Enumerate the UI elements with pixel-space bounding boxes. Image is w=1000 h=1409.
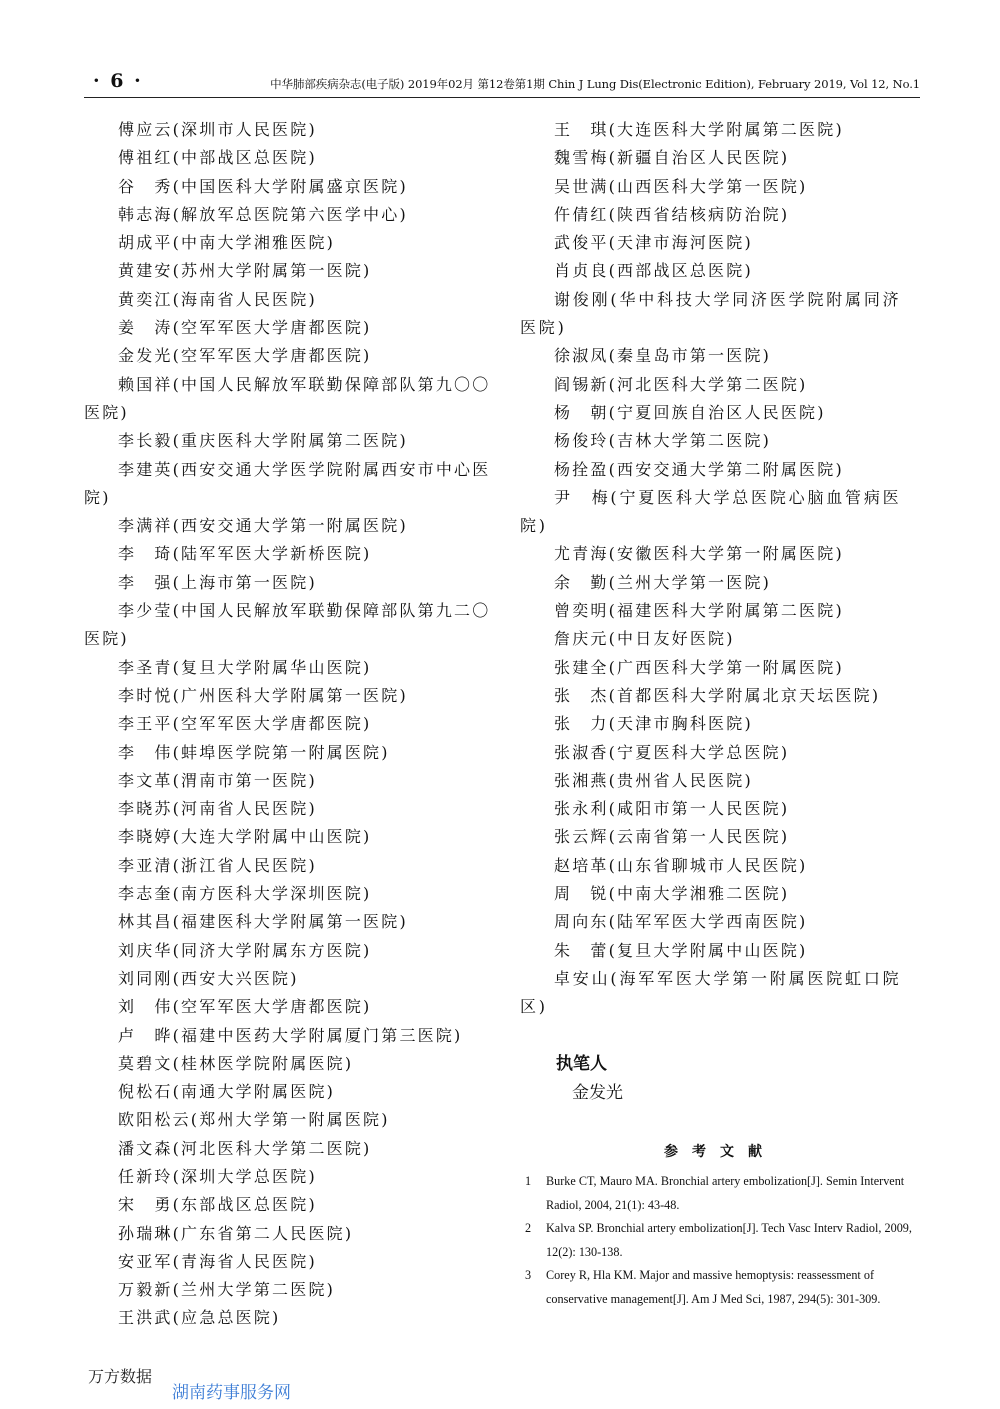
list-item: 李建英(西安交通大学医学院附属西安市中心医院) <box>84 459 491 507</box>
reference-text: Corey R, Hla KM. Major and massive hemoptysis: reassessment of conservative management[J]. Am J Med Sci, 1987, 294(5): 301-309. <box>546 1268 881 1306</box>
list-item: 杨俊玲(吉林大学第二医院) <box>554 431 772 451</box>
list-item: 阎锡新(河北医科大学第二医院) <box>554 374 808 394</box>
list-item: 任新玲(深圳大学总医院) <box>118 1166 317 1186</box>
list-item: 胡成平(中南大学湘雅医院) <box>118 233 336 253</box>
list-item: 孙瑞琳(广东省第二人民医院) <box>118 1223 354 1243</box>
list-item: 李少莹(中国人民解放军联勤保障部队第九二〇医院) <box>84 601 491 649</box>
list-item: 韩志海(解放军总医院第六医学中心) <box>118 204 408 224</box>
references-title: 参考文献 <box>664 1144 776 1160</box>
author-heading: 执笔人 <box>556 1054 607 1074</box>
list-item: 周向东(陆军军医大学西南医院) <box>554 912 808 932</box>
list-item: 周 锐(中南大学湘雅二医院) <box>554 884 790 904</box>
list-item: 傅祖红(中部战区总医院) <box>118 148 317 168</box>
list-item: 姜 涛(空军军医大学唐都医院) <box>118 318 372 338</box>
list-item: 詹庆元(中日友好医院) <box>554 629 735 649</box>
list-item: 李时悦(广州医科大学附属第一医院) <box>118 685 408 705</box>
list-item: 卢 晔(福建中医药大学附属厦门第三医院) <box>118 1025 463 1045</box>
reference-text: Burke CT, Mauro MA. Bronchial artery embolization[J]. Semin Intervent Radiol, 2004, 21(1): 43-48. <box>546 1174 905 1212</box>
list-item: 张 力(天津市胸科医院) <box>554 714 753 734</box>
list-item: 王 琪(大连医科大学附属第二医院) <box>554 120 844 139</box>
reference-number: 2 <box>525 1221 532 1235</box>
list-item: 王洪武(应急总医院) <box>118 1308 281 1328</box>
right-column <box>520 116 920 1022</box>
list-item: 金发光(空军军医大学唐都医院) <box>118 346 372 366</box>
list-item: 李 伟(蚌埠医学院第一附属医院) <box>118 742 390 762</box>
references-list <box>520 1170 920 1311</box>
list-item: 吴世满(山西医科大学第一医院) <box>554 176 808 196</box>
list-item: 谢俊刚(华中科技大学同济医学院附属同济医院) <box>520 289 902 338</box>
page-header <box>0 0 1000 100</box>
reference-text: Kalva SP. Bronchial artery embolization[J]. Tech Vasc Interv Radiol, 2009, 12(2): 130-138. <box>546 1221 912 1259</box>
list-item: 卓安山(海军军医大学第一附属医院虹口院区) <box>520 968 902 1017</box>
list-item: 李王平(空军军医大学唐都医院) <box>118 714 372 734</box>
reference-item <box>520 1170 920 1217</box>
source-label: 万方数据 <box>88 1367 153 1386</box>
list-item: 曾奕明(福建医科大学附属第二医院) <box>554 601 844 621</box>
list-item: 欧阳松云(郑州大学第一附属医院) <box>118 1110 390 1130</box>
list-item: 张淑香(宁夏医科大学总医院) <box>554 742 790 762</box>
list-item: 武俊平(天津市海河医院) <box>554 233 753 253</box>
list-item: 李晓婷(大连大学附属中山医院) <box>118 827 372 847</box>
list-item: 赖国祥(中国人民解放军联勤保障部队第九〇〇医院) <box>84 374 491 422</box>
list-item: 刘同刚(西安大兴医院) <box>118 968 299 988</box>
list-item: 李 琦(陆军军医大学新桥医院) <box>118 544 372 564</box>
watermark: 湖南药事服务网 <box>172 1383 291 1403</box>
list-item: 倪松石(南通大学附属医院) <box>118 1082 336 1102</box>
list-item: 余 勤(兰州大学第一医院) <box>554 572 772 592</box>
list-item: 黄建安(苏州大学附属第一医院) <box>118 261 372 281</box>
list-item: 张 杰(首都医科大学附属北京天坛医院) <box>554 685 881 705</box>
list-item: 张永利(咸阳市第一人民医院) <box>554 799 790 819</box>
list-item: 仵倩红(陕西省结核病防治院) <box>554 204 790 224</box>
list-item: 李亚清(浙江省人民医院) <box>118 855 317 875</box>
running-head: 中华肺部疾病杂志(电子版) 2019年02月 第12卷第1期 Chin J Lung Dis(Electronic Edition), February 2019, Vol 12, No.1 <box>270 77 920 91</box>
header-rule <box>84 97 920 98</box>
list-item: 杨拴盈(西安交通大学第二附属医院) <box>554 459 844 479</box>
list-item: 林其昌(福建医科大学附属第一医院) <box>118 912 408 932</box>
reference-item <box>520 1264 920 1311</box>
list-item: 张湘燕(贵州省人民医院) <box>554 770 753 790</box>
list-item: 李晓苏(河南省人民医院) <box>118 799 317 819</box>
list-item: 李长毅(重庆医科大学附属第二医院) <box>118 431 408 451</box>
reference-number: 3 <box>525 1268 532 1282</box>
list-item: 黄奕江(海南省人民医院) <box>118 289 317 309</box>
reference-item <box>520 1217 920 1264</box>
list-item: 李文革(渭南市第一医院) <box>118 770 317 790</box>
list-item: 朱 蕾(复旦大学附属中山医院) <box>554 940 808 960</box>
list-item: 万毅新(兰州大学第二医院) <box>118 1280 336 1300</box>
page-number: · 6 · <box>93 70 143 92</box>
list-item: 赵培革(山东省聊城市人民医院) <box>554 855 808 875</box>
list-item: 尹 梅(宁夏医科大学总医院心脑血管病医院) <box>520 487 902 536</box>
list-item: 张建全(广西医科大学第一附属医院) <box>554 657 844 677</box>
list-item: 肖贞良(西部战区总医院) <box>554 261 753 281</box>
list-item: 张云辉(云南省第一人民医院) <box>554 827 790 847</box>
list-item: 李 强(上海市第一医院) <box>118 572 317 592</box>
list-item: 李圣青(复旦大学附属华山医院) <box>118 657 372 677</box>
list-item: 李满祥(西安交通大学第一附属医院) <box>118 516 408 536</box>
list-item: 刘 伟(空军军医大学唐都医院) <box>118 997 372 1017</box>
author-name: 金发光 <box>572 1083 623 1103</box>
list-item: 莫碧文(桂林医学院附属医院) <box>118 1053 354 1073</box>
list-item: 魏雪梅(新疆自治区人民医院) <box>554 148 790 168</box>
list-item: 傅应云(深圳市人民医院) <box>118 120 317 139</box>
list-item: 李志奎(南方医科大学深圳医院) <box>118 884 372 904</box>
list-item: 刘庆华(同济大学附属东方医院) <box>118 940 372 960</box>
list-item: 安亚军(青海省人民医院) <box>118 1251 317 1271</box>
list-item: 宋 勇(东部战区总医院) <box>118 1195 317 1215</box>
reference-number: 1 <box>525 1174 532 1188</box>
list-item: 潘文森(河北医科大学第二医院) <box>118 1138 372 1158</box>
list-item: 谷 秀(中国医科大学附属盛京医院) <box>118 176 408 196</box>
left-column <box>84 116 496 1333</box>
list-item: 徐淑凤(秦皇岛市第一医院) <box>554 346 772 366</box>
list-item: 尤青海(安徽医科大学第一附属医院) <box>554 544 844 564</box>
list-item: 杨 朝(宁夏回族自治区人民医院) <box>554 402 826 422</box>
